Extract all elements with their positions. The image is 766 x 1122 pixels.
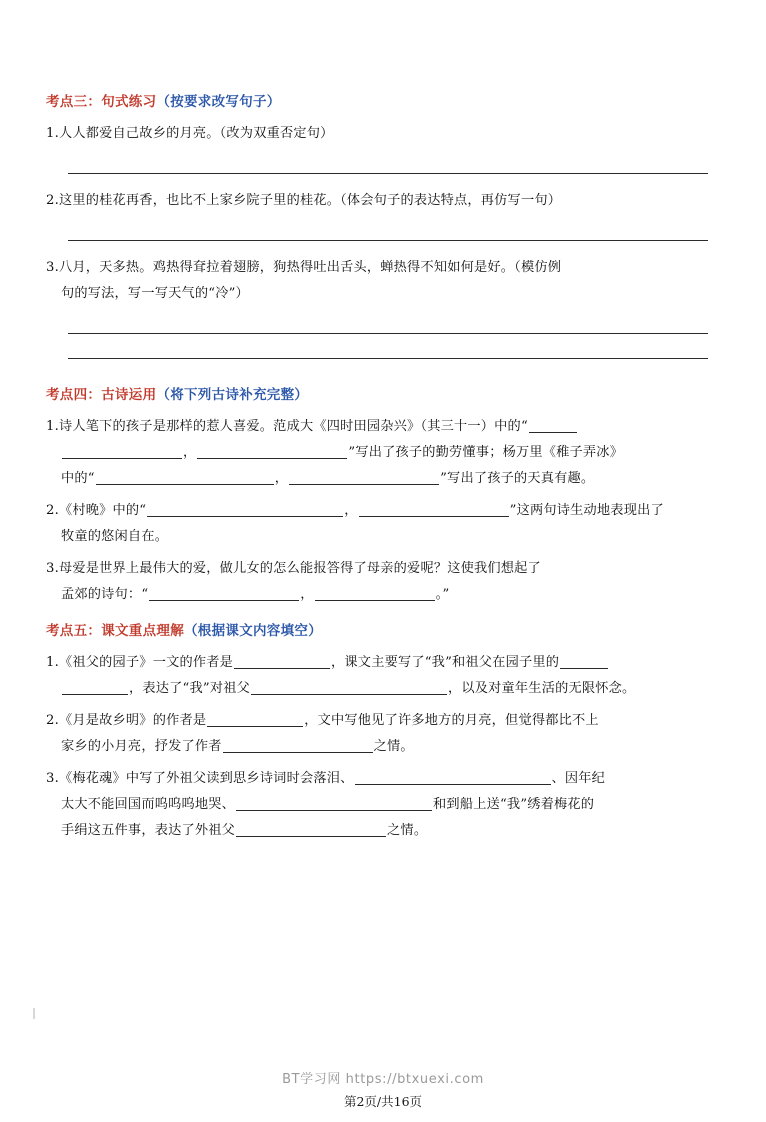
question-5-1 <box>46 650 720 702</box>
question-text-segment: 之情。 <box>373 739 414 754</box>
fill-blank[interactable] <box>149 583 299 601</box>
question-number: 3. <box>46 771 59 786</box>
question-text-segment: ， <box>274 471 289 486</box>
question-text: 人人都爱自己故乡的月亮。（改为双重否定句） <box>58 126 334 141</box>
section-title-red: 考点四：古诗运用 <box>46 387 157 403</box>
fill-blank[interactable] <box>234 651 330 669</box>
question-text-segment: ，课文主要写了“我”和祖父在园子里的 <box>331 655 560 670</box>
question-text-segment: 家乡的小月亮，抒发了作者 <box>61 739 222 754</box>
fill-blank[interactable] <box>251 677 447 695</box>
question-text-segment: ”这两句诗生动地表现出了 <box>509 503 664 518</box>
question-number: 3. <box>46 561 59 576</box>
fill-blank[interactable] <box>62 441 182 459</box>
question-text-line-1: 八月，天多热。鸡热得耷拉着翅膀，狗热得吐出舌头，蝉热得不知如何是好。（模仿例 <box>58 260 562 275</box>
section-heading-kaodian-4 <box>46 385 720 405</box>
question-number: 2. <box>46 503 59 518</box>
page-number: 第2页/共16页 <box>343 1094 423 1109</box>
question-text-segment: ， <box>344 503 358 518</box>
section-title-blue: （将下列古诗补充完整） <box>156 387 309 403</box>
question-number: 3. <box>46 260 59 275</box>
question-text-line-2: 句的写法，写一写天气的“冷”） <box>61 286 249 301</box>
question-text-segment: 中的“ <box>61 471 95 486</box>
question-4-2 <box>46 498 720 550</box>
question-number: 1. <box>46 655 59 670</box>
question-text-segment: 太大不能回国而呜呜呜地哭、 <box>61 797 236 812</box>
section-title-blue: （按要求改写句子） <box>156 94 281 110</box>
question-3-3 <box>46 255 720 307</box>
question-text-segment: ，表达了“我”对祖父 <box>129 681 250 696</box>
question-number: 2. <box>46 713 59 728</box>
section-heading-kaodian-3 <box>46 92 720 112</box>
fill-blank[interactable] <box>289 467 439 485</box>
fill-blank[interactable] <box>359 499 509 517</box>
question-number: 1. <box>46 126 59 141</box>
fill-blank[interactable] <box>236 793 432 811</box>
question-text-segment: 《村晚》中的“ <box>58 503 147 518</box>
question-3-1 <box>46 121 720 147</box>
question-text-segment: ，文中写他见了许多地方的月亮，但觉得都比不上 <box>304 713 599 728</box>
section-title-red: 考点五：课文重点理解 <box>46 623 184 639</box>
question-text-segment: ，以及对童年生活的无限怀念。 <box>447 681 636 696</box>
question-4-3 <box>46 556 720 608</box>
question-5-2 <box>46 708 720 760</box>
question-text-segment: ， <box>300 587 314 602</box>
fill-blank[interactable] <box>147 499 343 517</box>
question-text-segment: ”写出了孩子的天真有趣。 <box>440 471 595 486</box>
question-text-segment: 、因年纪 <box>551 771 606 786</box>
question-text: 这里的桂花再香，也比不上家乡院子里的桂花。（体会句子的表达特点，再仿写一句） <box>58 193 562 208</box>
fill-blank[interactable] <box>207 709 303 727</box>
question-text-segment: 之情。 <box>387 823 428 838</box>
question-text-segment: ， <box>183 445 197 460</box>
question-3-2 <box>46 188 720 214</box>
question-text-segment: 《梅花魂》中写了外祖父读到思乡诗词时会落泪、 <box>58 771 354 786</box>
answer-line[interactable] <box>68 333 708 334</box>
question-text-segment: 。” <box>435 587 450 602</box>
section-heading-kaodian-5 <box>46 621 720 641</box>
fill-blank[interactable] <box>197 441 347 459</box>
question-text-segment: 母爱是世界上最伟大的爱，做儿女的怎么能报答得了母亲的爱呢？这使我们想起了 <box>58 561 541 576</box>
site-watermark: BT学习网 https://btxuexi.com <box>282 1072 484 1087</box>
question-number: 2. <box>46 193 59 208</box>
question-text-segment: 牧童的悠闲自在。 <box>61 529 169 544</box>
question-text-segment: 《月是故乡明》的作者是 <box>58 713 207 728</box>
fill-blank[interactable] <box>236 819 386 837</box>
question-text-segment: ”写出了孩子的勤劳懂事；杨万里《稚子弄冰》 <box>348 445 624 460</box>
fill-blank[interactable] <box>529 415 577 433</box>
question-4-1 <box>46 414 720 492</box>
document-content <box>46 92 720 850</box>
section-title-blue: （根据课文内容填空） <box>184 623 322 639</box>
fill-blank[interactable] <box>62 677 128 695</box>
question-number: 1. <box>46 419 59 434</box>
question-text-segment: 《祖父的园子》一文的作者是 <box>58 655 234 670</box>
fill-blank[interactable] <box>223 735 373 753</box>
fill-blank[interactable] <box>560 651 608 669</box>
question-text-segment: 和到船上送“我”绣着梅花的 <box>433 797 595 812</box>
question-text-segment: 孟郊的诗句：“ <box>61 587 149 602</box>
question-5-3 <box>46 766 720 844</box>
fill-blank[interactable] <box>96 467 274 485</box>
question-text-segment: 诗人笔下的孩子是那样的惹人喜爱。范成大《四时田园杂兴》（其三十一）中的“ <box>58 419 528 434</box>
question-text-segment: 手绢这五件事，表达了外祖父 <box>61 823 236 838</box>
section-title-red: 考点三：句式练习 <box>46 94 157 110</box>
scan-artifact <box>33 1008 35 1019</box>
fill-blank[interactable] <box>315 583 435 601</box>
fill-blank[interactable] <box>355 767 551 785</box>
